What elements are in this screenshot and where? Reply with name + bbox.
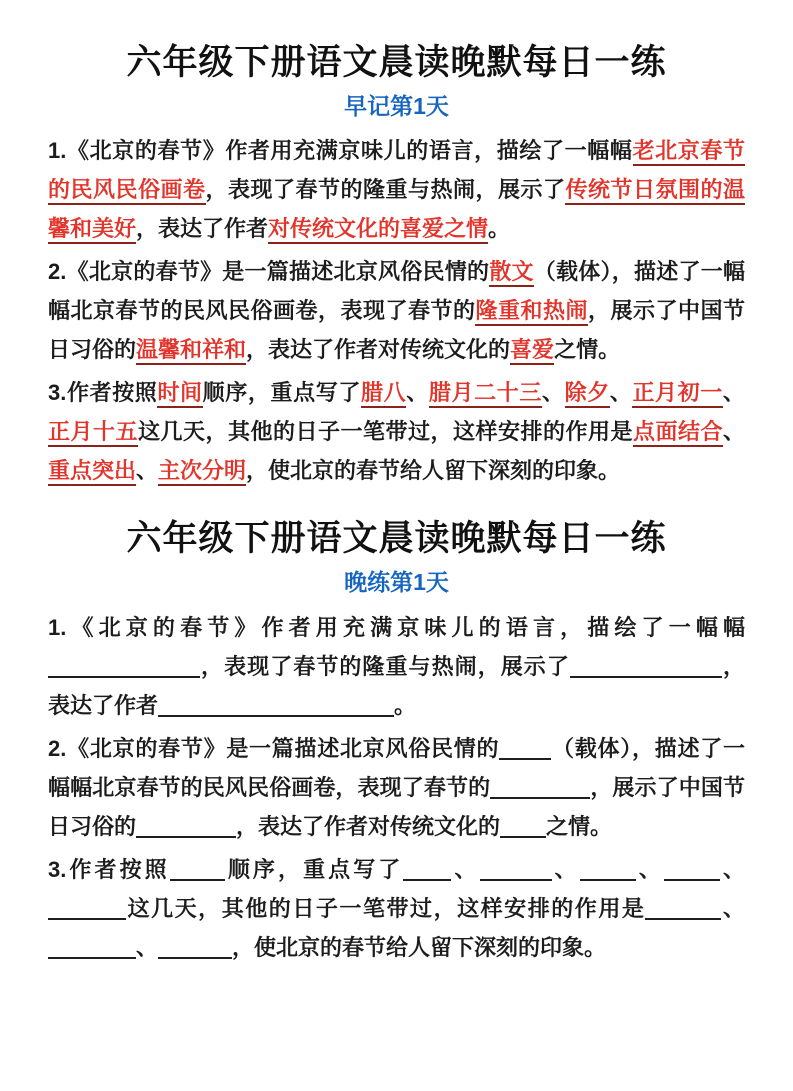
body-text: ，表现了春节的隆重与热闹，展示了 [205,177,566,203]
body-text: 顺序，重点写了 [224,856,404,882]
body-text: 3.作者按照 [48,380,158,406]
body-text: ，展示了中国节日习俗的 [48,774,745,839]
body-text: 1.《北京的春节》作者用充满京味儿的语言，描绘了一幅幅 [48,138,633,164]
fill-in-blank [48,935,136,959]
fill-in-blank [664,857,720,881]
section-subtitle: 晚练第1天 [344,568,449,595]
body-text: ，使北京的春节给人留下深刻的印象。 [246,458,621,484]
key-answer-text: 对传统文化的喜爱之情 [268,216,488,244]
fill-in-blank [645,896,721,920]
body-text: ，使北京的春节给人留下深刻的印象。 [232,934,607,960]
body-text: 、 [136,934,159,960]
fill-in-blank [48,896,126,920]
body-text: 、 [722,419,745,445]
key-answer-text: 隆重和热闹 [475,298,588,326]
body-text: 、 [541,380,565,406]
body-text: 2.《北京的春节》是一篇描述北京风俗民情的 [48,735,500,761]
body-text: 、 [722,380,745,406]
key-answer-text: 主次分明 [158,458,246,486]
section-subtitle: 早记第1天 [344,92,449,119]
section-title: 六年级下册语文晨读晚默每日一练 [126,519,667,559]
body-text: 之情。 [546,813,613,839]
body-text: （载体），描述了一幅幅北京春节的民风民俗画卷，表现了春节的 [48,735,745,800]
body-text: 、 [451,856,480,882]
section-title: 六年级下册语文晨读晚默每日一练 [126,43,667,82]
paragraph [48,131,745,248]
body-text: ，展示了中国节日习俗的 [48,298,745,363]
body-text: ，表现了春节的隆重与热闹，展示了 [200,653,570,679]
key-answer-text: 老北京春节的民风民俗画卷 [48,138,745,205]
body-text: 顺序，重点写了 [202,380,361,406]
body-text: 这几天，其他的日子一笔带过，这样安排的作用是 [138,419,633,445]
key-answer-text: 温馨和祥和 [136,337,246,365]
fill-in-blank [580,857,636,881]
body-text: 、 [609,380,633,406]
fill-in-blank [170,857,225,881]
body-text: 、 [635,856,664,882]
body-text: （载体），描述了一幅幅北京春节的民风民俗画卷，表现了春节的 [48,259,745,324]
fill-in-blank [158,935,232,959]
fill-in-blank [136,814,236,838]
worksheet-section [48,516,745,966]
body-text: 之情。 [554,337,621,363]
paragraph [48,850,745,967]
paragraph [48,252,745,369]
key-answer-text: 重点突出 [48,458,136,486]
body-text: 、 [551,856,580,882]
paragraph [48,729,745,846]
fill-in-blank [570,654,722,678]
key-answer-text: 散文 [489,259,534,287]
body-text: 、 [136,458,159,484]
body-text: 1.《北京的春节》作者用充满京味儿的语言，描绘了一幅幅 [48,614,745,640]
fill-in-blank [490,775,590,799]
fill-in-blank [480,857,552,881]
body-text: ，表达了作者对传统文化的 [246,337,511,363]
fill-in-blank [48,654,200,678]
key-answer-text: 传统节日氛围的温馨和美好 [48,177,745,244]
section-paragraphs [48,608,745,967]
body-text: 、 [406,380,429,406]
key-answer-text: 点面结合 [633,419,723,447]
body-text: 、 [719,856,745,882]
body-text: ，表达了作者 [48,653,745,718]
key-answer-text: 时间 [157,380,202,408]
key-answer-text: 正月初一 [632,380,722,408]
body-text: ，表达了作者对传统文化的 [236,813,501,839]
key-answer-text: 除夕 [565,380,610,408]
paragraph [48,608,745,725]
fill-in-blank [158,693,394,717]
body-text: 。 [488,216,511,242]
key-answer-text: 腊八 [361,380,406,408]
body-text: 2.《北京的春节》是一篇描述北京风俗民情的 [48,259,490,285]
fill-in-blank [500,814,546,838]
key-answer-text: 腊月二十三 [429,380,542,408]
body-text: 。 [394,692,417,718]
fill-in-blank [403,857,451,881]
body-text: 这几天，其他的日子一笔带过，这样安排的作用是 [126,895,646,921]
fill-in-blank [499,736,551,760]
key-answer-text: 喜爱 [510,337,554,365]
key-answer-text: 正月十五 [48,419,138,447]
worksheet-section [48,40,745,490]
paragraph [48,373,745,490]
section-paragraphs [48,131,745,490]
body-text: 、 [721,895,745,921]
body-text: 3.作者按照 [48,856,170,882]
body-text: ，表达了作者 [136,216,269,242]
